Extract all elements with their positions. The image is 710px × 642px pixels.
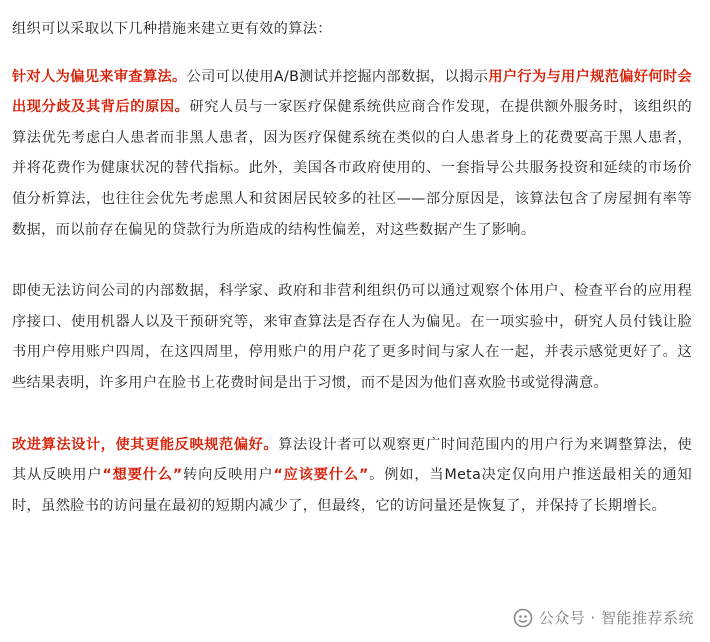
paragraph-audit-algorithms (12, 62, 692, 246)
watermark-text: 公众号 · 智能推荐系统 (538, 609, 694, 627)
paragraph-external-audit: 即使无法访问公司的内部数据，科学家、政府和非营利组织仍可以通过观察个体用户、检查平台的应用程序接口、使用机器人以及干预研究等，来审查算法是否存在人为偏见。在一项实验中，研究人员付钱让脸书用户停用账户四周，在这四周里，停用账户的用户花了更多时间与家人在一起，并表示感觉更好了。这些结果表明，许多用户在脸书上花费时间是出于习惯，而不是因为他们喜欢脸书或觉得满意。 (12, 283, 692, 391)
highlight-should-want: “应该要什么” (273, 467, 369, 484)
article-body (12, 14, 692, 521)
heading-improve-design: 改进算法设计，使其更能反映规范偏好。 (12, 436, 279, 453)
heading-audit-algorithms: 针对人为偏见来审查算法。 (12, 68, 187, 85)
highlight-preference-divergence: 用户行为与用户规范偏好何时会出现分歧及其背后的原因。 (12, 68, 692, 116)
paragraph-text: 研究人员与一家医疗保健系统供应商合作发现，在提供额外服务时，该组织的算法优先考虑白人患者而非黑人患者，因为医疗保健系统在类似的白人患者身上的花费要高于黑人患者，并将花费作为健康状况的替代指标。此外，美国各市政府使用的、一套指导公共服务投资和延续的市场价值分析算法，也往往会优先考虑黑人和贫困居民较多的社区——部分原因是，该算法包含了房屋拥有率等数据，而以前存在偏见的贷款行为所造成的结构性偏差，对这些数据产生了影响。 (12, 99, 693, 238)
wechat-official-account-icon (513, 608, 533, 628)
paragraph-text: 。例如，当Meta决定仅向用户推送最相关的通知时，虽然脸书的访问量在最初的短期内减少了，但最终，它的访问量还是恢复了，并保持了长期增长。 (12, 467, 693, 514)
watermark (513, 607, 694, 628)
highlight-want: “想要什么” (102, 467, 183, 484)
paragraph-text: 公司可以使用A/B测试并挖掘内部数据，以揭示 (186, 68, 489, 85)
intro-paragraph: 组织可以采取以下几种措施来建立更有效的算法： (12, 21, 332, 37)
paragraph-text: 算法设计者可以观察更广时间范围内的用户行为来调整算法，使其从反映用户 (12, 436, 692, 484)
paragraph-text: 转向反映用户 (182, 467, 274, 484)
paragraph-improve-design (12, 430, 692, 522)
